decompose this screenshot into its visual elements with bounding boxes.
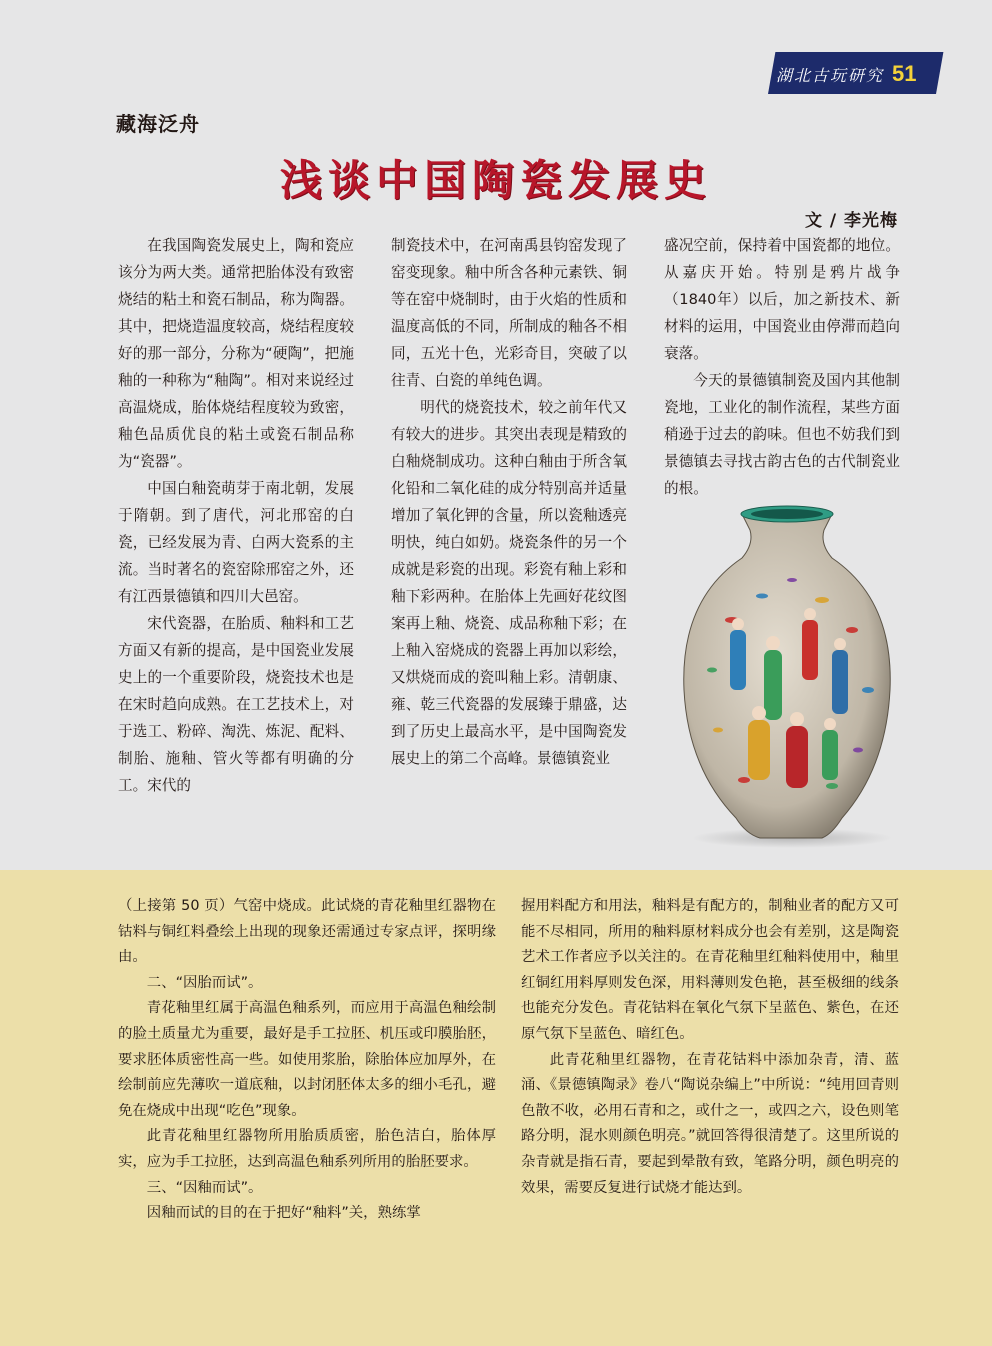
article-column-1 <box>118 232 354 799</box>
paragraph: 制瓷技术中，在河南禹县钧窑发现了窑变现象。釉中所含各种元素铁、铜等在窑中烧制时，由于火焰的性质和温度高低的不同，所制成的釉各不相同，五光十色，光彩奇目，突破了以往青、白瓷的单纯色调。 <box>391 237 627 389</box>
paragraph: 青花釉里红属于高温色釉系列，而应用于高温色釉绘制的脸土质量尤为重要，最好是手工拉胚、机压或印膜胎胚，要求胚体质密性高一些。如使用浆胎，除胎体应加厚外，在绘制前应先薄吹一道底釉，以封闭胚体太多的细小毛孔，避免在烧成中出现“吃色”现象。 <box>118 1000 496 1119</box>
porcelain-vase-image <box>672 500 900 850</box>
paragraph: 宋代瓷器，在胎质、釉料和工艺方面又有新的提高，是中国瓷业发展史上的一个重要阶段，烧瓷技术也是在宋时趋向成熟。在工艺技术上，对于选工、粉碎、淘洗、炼泥、配料、制胎、施釉、管火等都有明确的分工。宋代的 <box>118 615 354 794</box>
paragraph: 握用料配方和用法，釉料是有配方的，制釉业者的配方又可能不尽相同，所用的釉料原材料成分也会有差别，这是陶瓷艺术工作者应予以关注的。在青花釉里红釉料使用中，釉里红铜红用料厚则发色深，用料薄则发色艳，甚至极细的线条也能充分发色。青花钴料在氧化气氛下呈蓝色、紫色，在还原气氛下呈蓝色、暗红色。 <box>521 898 899 1042</box>
subheading: 三、“因釉而试”。 <box>146 1179 263 1196</box>
continued-column-2 <box>521 894 899 1201</box>
journal-name: 湖北古玩研究 <box>776 65 885 85</box>
paragraph: 此青花釉里红器物，在青花钴料中添加杂青，清、蓝涌、《景德镇陶录》卷八“陶说杂编上”中所说：“纯用回青则色散不收，必用石青和之，或什之一，或四之六，设色则笔路分明，混水则颜色明亮。”就回答得很清楚了。这里所说的杂青就是指石青，要起到晕散有致，笔路分明，颜色明亮的效果，需要反复进行试烧才能达到。 <box>521 1051 899 1196</box>
section-label: 藏海泛舟 <box>116 112 200 136</box>
paragraph: 在我国陶瓷发展史上，陶和瓷应该分为两大类。通常把胎体没有致密烧结的粘土和瓷石制品，称为陶器。其中，把烧造温度较高，烧结程度较好的那一部分，分称为“硬陶”，把施釉的一种称为“釉陶”。相对来说经过高温烧成，胎体烧结程度较为致密，釉色品质优良的粘土或瓷石制品称为“瓷器”。 <box>118 237 354 470</box>
paragraph: 此青花釉里红器物所用胎质质密，胎色洁白，胎体厚实，应为手工拉胚，达到高温色釉系列所用的胎胚要求。 <box>118 1128 496 1170</box>
paragraph: 今天的景德镇制瓷及国内其他制瓷地，工业化的制作流程，某些方面稍逊于过去的韵味。但也不妨我们到景德镇去寻找古韵古色的古代制瓷业的根。 <box>664 372 900 497</box>
article-author: 文 / 李光梅 <box>804 211 898 231</box>
page-number: 51 <box>892 61 917 86</box>
subheading: 二、“因胎而试”。 <box>146 974 263 991</box>
paragraph: 因釉而试的目的在于把好“釉料”关，熟练掌 <box>146 1205 421 1222</box>
article-column-3 <box>664 232 900 502</box>
article-title: 浅谈中国陶瓷发展史 <box>279 156 712 205</box>
paragraph: 中国白釉瓷萌芽于南北朝，发展于隋朝。到了唐代，河北邢窑的白瓷，已经发展为青、白两大瓷系的主流。当时著名的瓷窑除邢窑之外，还有江西景德镇和四川大邑窑。 <box>118 480 354 605</box>
paragraph: 盛况空前，保持着中国瓷都的地位。从嘉庆开始。特别是鸦片战争（1840年）以后，加之新技术、新材料的运用，中国瓷业由停滞而趋向衰落。 <box>664 237 900 362</box>
journal-header <box>776 58 936 90</box>
article-column-2 <box>391 232 627 772</box>
paragraph: 明代的烧瓷技术，较之前年代又有较大的进步。其突出表现是精致的白釉烧制成功。这种白釉由于所含氧化铅和二氧化硅的成分特别高并适量增加了氧化钾的含量，所以瓷釉透亮明快，纯白如奶。烧瓷条件的另一个成就是彩瓷的出现。彩瓷有釉上彩和釉下彩两种。在胎体上先画好花纹图案再上釉、烧瓷、成品称釉下彩；在上釉入窑烧成的瓷器上再加以彩绘，又烘烧而成的瓷叫釉上彩。清朝康、雍、乾三代瓷器的发展臻于鼎盛，达到了历史上最高水平，是中国陶瓷发展史上的第二个高峰。景德镇瓷业 <box>391 399 627 767</box>
continued-column-1 <box>118 894 496 1227</box>
paragraph: （上接第 50 页）气窑中烧成。此试烧的青花釉里红器物在钴料与铜红料叠绘上出现的现象还需通过专家点评，探明缘由。 <box>118 898 496 966</box>
